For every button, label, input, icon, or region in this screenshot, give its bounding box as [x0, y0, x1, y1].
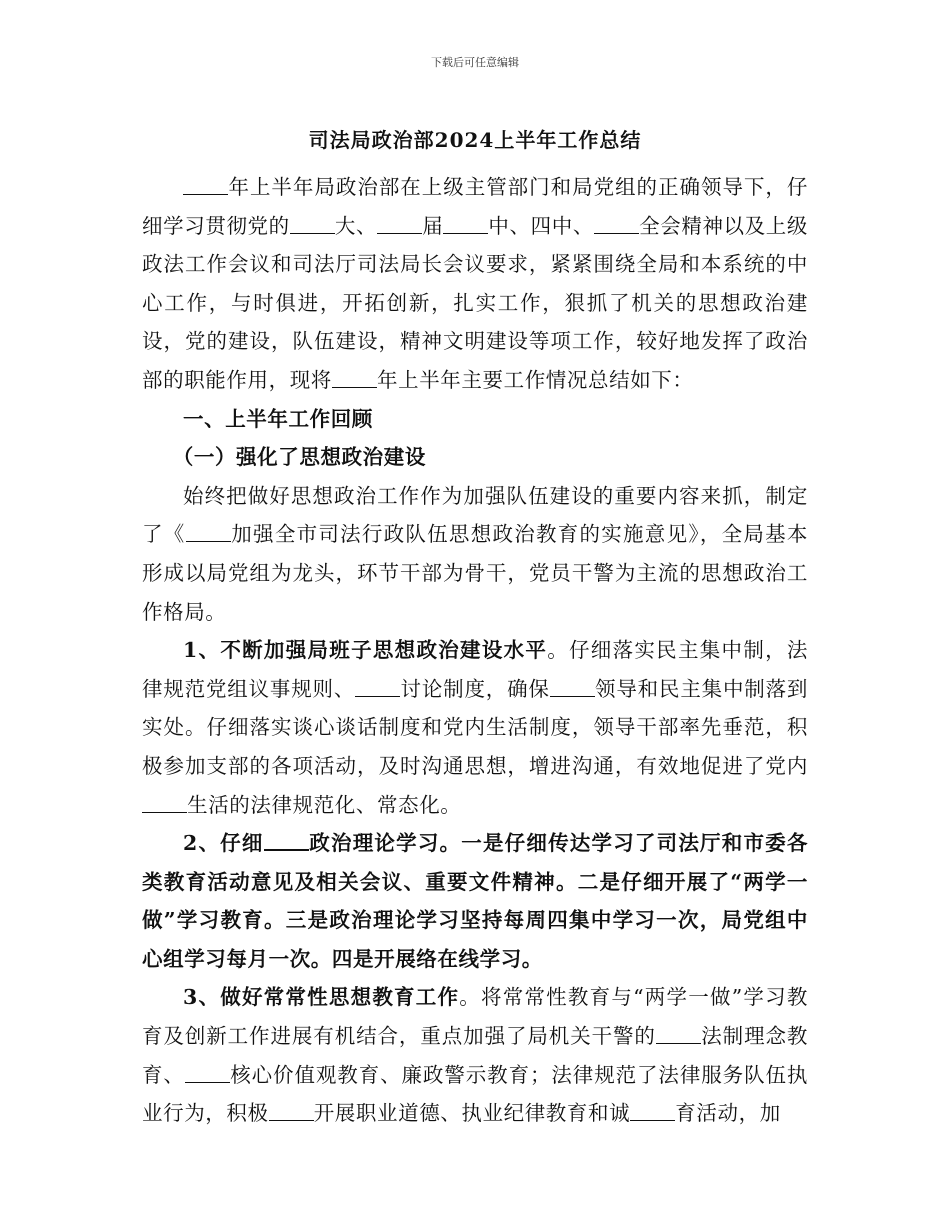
text-segment: 大、: [334, 213, 378, 238]
subsection-paragraph: [142, 477, 808, 631]
text-segment: 2、仔细: [183, 831, 264, 856]
text-segment: 中、四中、: [488, 213, 594, 238]
text-segment: 届: [422, 213, 444, 238]
text-segment: 核心价值观教育、廉政警示教育；法律规范了法律服务队伍执业行为，积极: [142, 1062, 808, 1126]
text-segment: 生活的法律规范化、常态化。: [187, 792, 462, 817]
text-segment: 开展职业道德、执业纪律教育和诚: [313, 1101, 631, 1126]
fill-blank: [264, 831, 309, 851]
text-segment: 育活动，加: [675, 1101, 781, 1126]
fill-blank: [142, 793, 187, 812]
fill-blank: [186, 523, 231, 542]
text-segment: 始终把做好思想政治工作作为加强队伍建设的重要内容来抓，制定了《: [142, 483, 808, 547]
text-segment: 法制理念教育、: [142, 1024, 809, 1087]
fill-blank: [443, 214, 488, 233]
item-lead: 1、不断加强局班子思想政治建设水平: [183, 638, 548, 663]
document-title: 司法局政治部2024上半年工作总结: [308, 128, 642, 152]
text-segment: 讨论制度，确保: [400, 676, 550, 701]
fill-blank: [355, 677, 400, 696]
header-note: 下载后可任意编辑: [431, 56, 519, 69]
document-body: [142, 168, 808, 1133]
fill-blank: [332, 369, 377, 388]
text-segment: 加强全市司法行政队伍思想政治教育的实施意见》，全局基本形成以局党组为龙头，环节干部为骨干，党员干警为主流的思想政治工作格局。: [142, 522, 808, 624]
item-lead: 3、做好常常性思想教育工作: [183, 985, 460, 1010]
fill-blank: [183, 176, 228, 195]
fill-blank: [630, 1102, 675, 1121]
text-segment: 政治理论学习。一是仔细传达学习了司法厅和市委各类教育活动意见及相关会议、重要文件精神。二是仔细开展了“两学一做”学习教育。三是政治理论学习坚持每周四集中学习一次，局党组中心组学习每月一次。四是开展络在线学习。: [142, 831, 808, 971]
fill-blank: [269, 1102, 314, 1121]
fill-blank: [594, 214, 639, 233]
item-2-paragraph: [142, 824, 808, 978]
fill-blank: [185, 1063, 230, 1082]
text-segment: 。仔细落实民主集中制，法律规范党组议事规则、: [142, 638, 808, 701]
text-segment: 。将常常性教育与“两学一做”学习教育及创新工作进展有机结合，重点加强了局机关干警的: [142, 985, 808, 1049]
text-segment: 年上半年局政治部在上级主管部门和局党组的正确领导下，仔细学习贯彻党的: [142, 175, 808, 238]
text-segment: 年上半年主要工作情况总结如下：: [377, 367, 694, 392]
text-segment: 领导和民主集中制落到实处。仔细落实谈心谈话制度和党内生活制度，领导干部率先垂范，积极参加支部的各项活动，及时沟通思想，增进沟通，有效地促进了党内: [142, 676, 809, 778]
intro-paragraph: [142, 168, 808, 400]
fill-blank: [656, 1025, 701, 1044]
fill-blank: [290, 214, 335, 233]
item-1-paragraph: [142, 631, 808, 824]
fill-blank: [550, 677, 595, 696]
section-heading: 一、上半年工作回顾: [183, 406, 373, 431]
subsection-heading: （一）强化了思想政治建设: [172, 445, 426, 470]
text-segment: 全会精神以及上级政法工作会议和司法厅司法局长会议要求，紧紧围绕全局和本系统的中心工作，与时俱进，开拓创新，扎实工作，狠抓了机关的思想政治建设，党的建设，队伍建设，精神文明建设等项工作，较好地发挥了政治部的职能作用，现将: [142, 213, 808, 392]
item-3-paragraph: [142, 978, 808, 1132]
fill-blank: [377, 214, 422, 233]
